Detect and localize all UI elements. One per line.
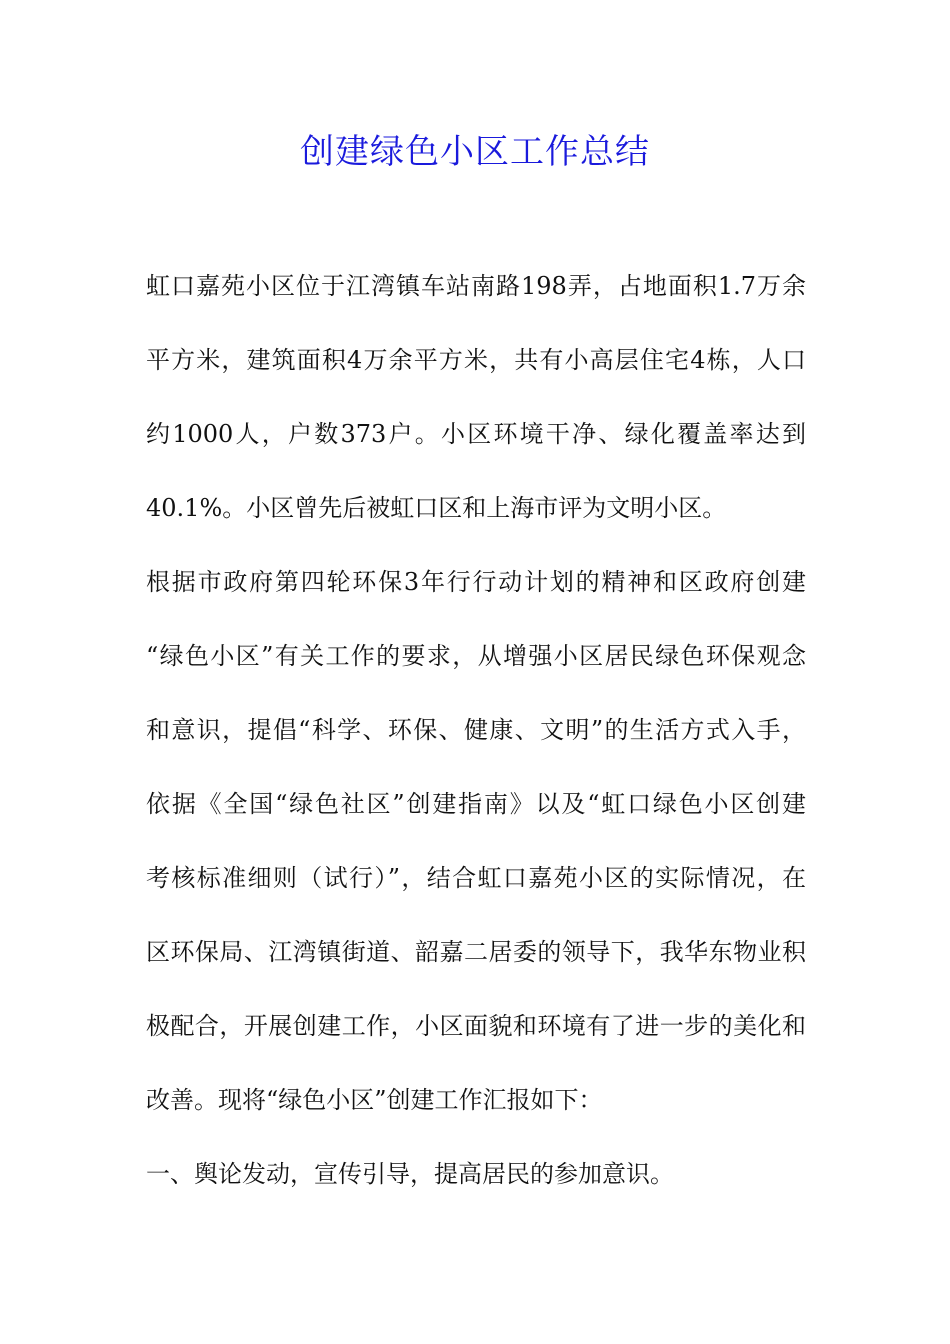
paragraph-2-line-5: 考核标准细则（试行）”，结合虹口嘉苑小区的实际情况，在 bbox=[146, 864, 806, 892]
paragraph-2-line-1: 根据市政府第四轮环保3年行行动计划的精神和区政府创建 bbox=[146, 568, 806, 596]
paragraph-2-line-3: 和意识，提倡“科学、环保、健康、文明”的生活方式入手， bbox=[146, 716, 806, 744]
paragraph-2-line-6: 区环保局、江湾镇街道、韶嘉二居委的领导下，我华东物业积 bbox=[146, 938, 806, 966]
paragraph-2-line-7: 极配合，开展创建工作，小区面貌和环境有了进一步的美化和 bbox=[146, 1012, 806, 1040]
paragraph-1-line-4: 40.1%。小区曾先后被虹口区和上海市评为文明小区。 bbox=[146, 494, 727, 522]
section-heading-1: 一、舆论发动，宣传引导，提高居民的参加意识。 bbox=[146, 1160, 674, 1188]
document-title: 创建绿色小区工作总结 bbox=[300, 132, 650, 172]
paragraph-2-line-2: “绿色小区”有关工作的要求，从增强小区居民绿色环保观念 bbox=[146, 642, 806, 670]
paragraph-1-line-1: 虹口嘉苑小区位于江湾镇车站南路198弄，占地面积1.7万余 bbox=[146, 272, 806, 300]
paragraph-2-line-4: 依据《全国“绿色社区”创建指南》以及“虹口绿色小区创建 bbox=[146, 790, 806, 818]
paragraph-1-line-3: 约1000人，户数373户。小区环境干净、绿化覆盖率达到 bbox=[146, 420, 806, 448]
paragraph-1-line-2: 平方米，建筑面积4万余平方米，共有小高层住宅4栋，人口 bbox=[146, 346, 806, 374]
paragraph-2-line-8: 改善。现将“绿色小区”创建工作汇报如下： bbox=[146, 1086, 603, 1114]
